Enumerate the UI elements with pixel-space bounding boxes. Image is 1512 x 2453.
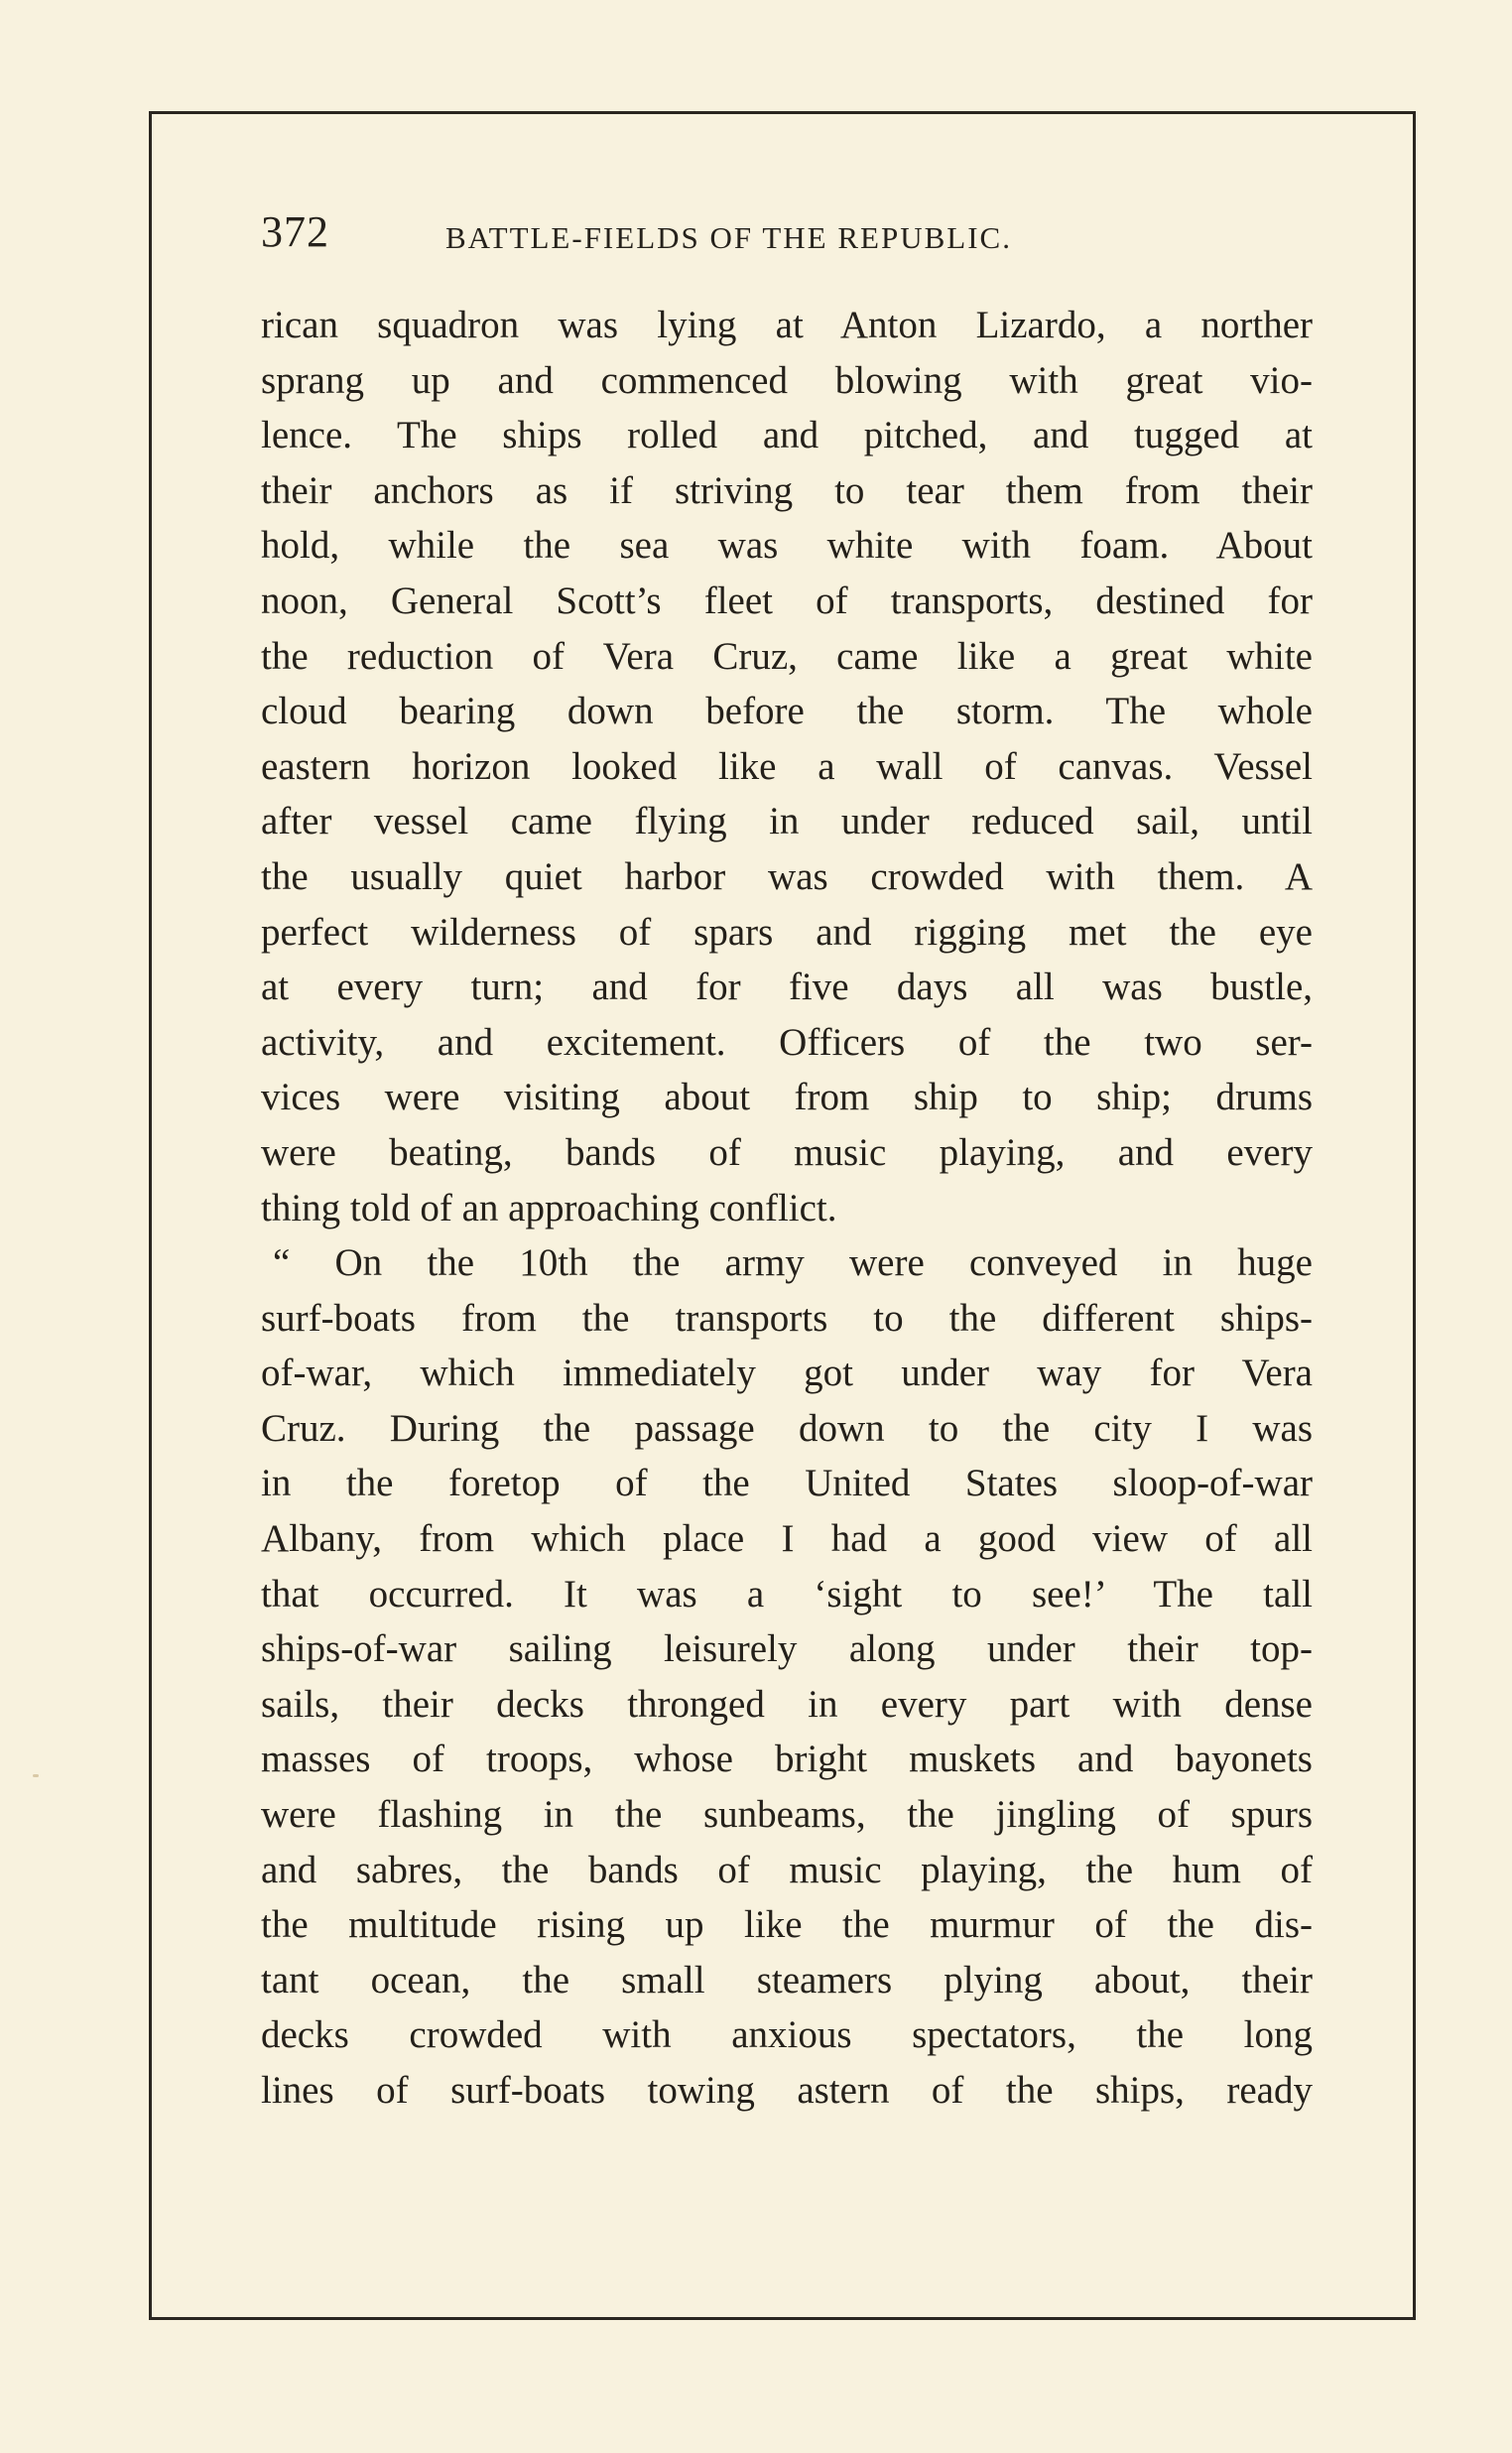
running-title: BATTLE-FIELDS OF THE REPUBLIC. — [445, 220, 1012, 255]
text-line: the reduction of Vera Cruz, came like a great white — [261, 634, 1313, 678]
paper-speck — [33, 1774, 39, 1777]
text-line: noon, General Scott’s fleet of transports, destined for — [261, 579, 1313, 622]
text-line: perfect wilderness of spars and rigging met the eye — [261, 910, 1313, 954]
text-line: tant ocean, the small steamers plying about, their — [261, 1958, 1313, 2001]
text-line: of-war, which immediately got under way for Vera — [261, 1352, 1313, 1395]
text-line: cloud bearing down before the storm. The whole — [261, 690, 1313, 733]
text-line: lines of surf-boats towing astern of the ships, ready — [261, 2069, 1313, 2112]
text-line: after vessel came flying in under reduced sail, until — [261, 800, 1313, 843]
text-line: surf-boats from the transports to the different ships- — [261, 1296, 1313, 1340]
text-line: lence. The ships rolled and pitched, and tugged at — [261, 414, 1313, 457]
text-line: in the foretop of the United States sloop-of-war — [261, 1462, 1313, 1505]
paragraph-end-line: thing told of an approaching conflict. — [261, 1186, 837, 1229]
text-line: their anchors as if striving to tear them from their — [261, 468, 1313, 512]
paragraph-start-line: “ On the 10th the army were conveyed in huge — [273, 1241, 1313, 1285]
text-line: Albany, from which place I had a good view of all — [261, 1517, 1313, 1561]
text-line: activity, and excitement. Officers of the two ser- — [261, 1020, 1313, 1064]
text-line: were beating, bands of music playing, and every — [261, 1130, 1313, 1174]
text-line: masses of troops, whose bright muskets and bayonets — [261, 1738, 1313, 1781]
page-number: 372 — [261, 207, 329, 256]
text-line: the usually quiet harbor was crowded with them. A — [261, 854, 1313, 898]
text-line: that occurred. It was a ‘sight to see!’ The tall — [261, 1572, 1313, 1615]
body-text — [261, 298, 1313, 2119]
text-line: were flashing in the sunbeams, the jingling of spurs — [261, 1793, 1313, 1837]
text-line: decks crowded with anxious spectators, the long — [261, 2013, 1313, 2057]
text-line: rican squadron was lying at Anton Lizardo, a norther — [261, 304, 1313, 346]
text-line: ships-of-war sailing leisurely along under their top- — [261, 1627, 1313, 1671]
text-line: the multitude rising up like the murmur of the dis- — [261, 1903, 1313, 1947]
text-line: and sabres, the bands of music playing, the hum of — [261, 1848, 1313, 1891]
text-line: sails, their decks thronged in every part with dense — [261, 1682, 1313, 1726]
text-line: at every turn; and for five days all was bustle, — [261, 966, 1313, 1009]
text-line: Cruz. During the passage down to the city I was — [261, 1406, 1313, 1450]
text-line: hold, while the sea was white with foam. About — [261, 524, 1313, 568]
text-line: eastern horizon looked like a wall of canvas. Vessel — [261, 744, 1313, 788]
running-head — [261, 206, 1313, 266]
text-line: sprang up and commenced blowing with great vio- — [261, 358, 1313, 402]
text-line: vices were visiting about from ship to ship; drums — [261, 1076, 1313, 1119]
